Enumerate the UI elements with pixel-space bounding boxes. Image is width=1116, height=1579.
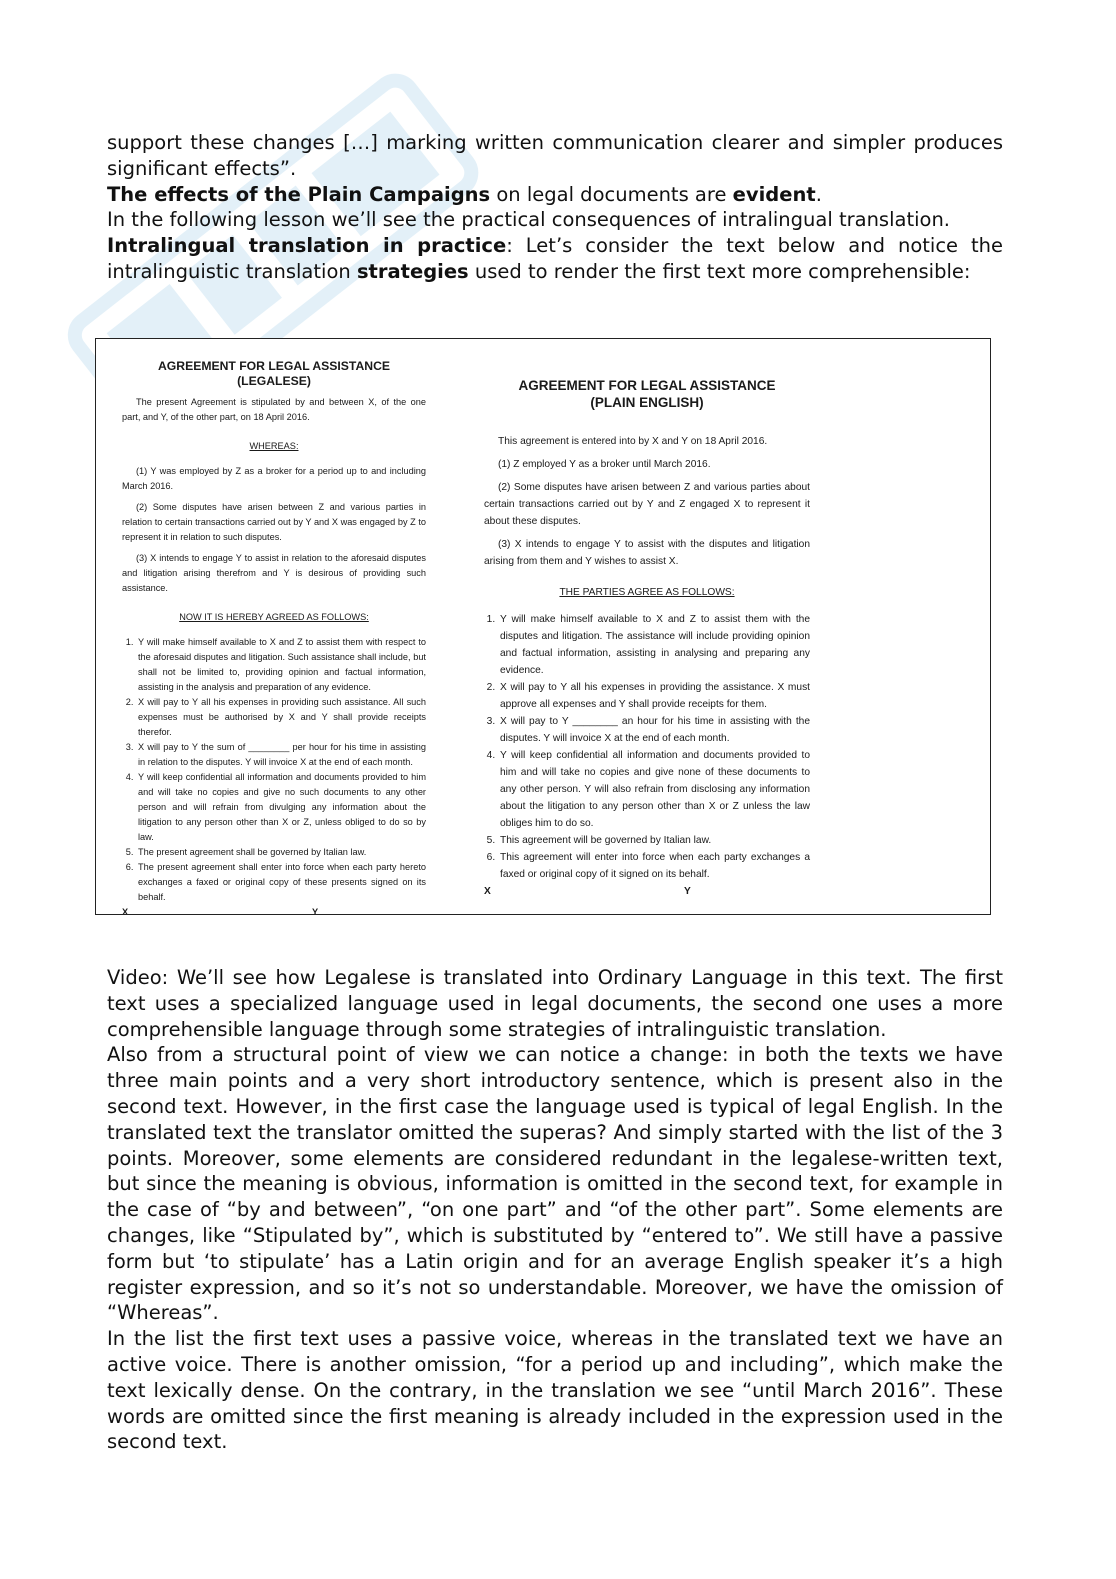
legalese-intro: The present Agreement is stipulated by and between X, of the one part, and Y, of the other part, on 18 April 2016. bbox=[122, 397, 426, 422]
legalese-recital-3: (3) X intends to engage Y to assist in relation to the aforesaid disputes and litigation arising therefrom and Y is desirous of providing such assistance. bbox=[122, 553, 426, 593]
paragraph-structure: Also from a structural point of view we can notice a change: in both the texts we have three main points and a very short introductory sentence, which is present also in the second text. However, in the first case the language used is typical of legal English. In the translated text the translator omitted the superas? And simply started with the list of the 3 points. Moreover, some elements are considered redundant in the legalese-written text, but since the meaning is obvious, information is omitted in the second text, for example in the case of “by and between”, “on one part” and “of the other part”. Some elements are changes, like “Stipulated by”, which is substituted by “entered to”. We still have a passive form but ‘to stipulate’ has a Latin origin and for an average English speaker it’s a high register expression, and so it’s not so understandable. Moreover, we have the omission of “Whereas”. bbox=[107, 1043, 1003, 1325]
bold-plain-campaigns: The effects of the Plain Campaigns bbox=[107, 182, 491, 206]
plain-signatures bbox=[484, 883, 810, 897]
bold-strategies: strategies bbox=[356, 259, 469, 283]
list-item: 4. Y will keep confidential all information and documents provided to him and will take no copies and give none of these documents to any other person. Y will also refrain from disclosing any information about the litigation to any person other than X or Z unless the law obliges him to do so. bbox=[498, 747, 810, 832]
paragraph-effects bbox=[107, 182, 1003, 208]
plain-intro: This agreement is entered into by X and Y on 18 April 2016. bbox=[498, 436, 768, 447]
signature-y: Y bbox=[684, 886, 691, 897]
plain-english-agreement bbox=[484, 339, 810, 897]
plain-recital-3: (3) X intends to engage Y to assist with the disputes and litigation arising from them and Y wishes to assist X. bbox=[484, 539, 810, 567]
list-item: 1. Y will make himself available to X and Z to assist them with the disputes and litigation. The assistance will include providing opinion and factual information, assisting in analysing and preparing any evidence. bbox=[498, 611, 810, 679]
signature-y: Y bbox=[312, 907, 319, 915]
list-item: 6. This agreement will enter into force when each party exchanges a faxed or original copy of it signed on its behalf. bbox=[498, 849, 810, 883]
plain-subtitle: (PLAIN ENGLISH) bbox=[590, 395, 704, 410]
signature-x: X bbox=[484, 886, 491, 897]
legalese-clauses bbox=[122, 635, 426, 905]
plain-clauses bbox=[484, 611, 810, 883]
plain-title: AGREEMENT FOR LEGAL ASSISTANCE bbox=[518, 378, 776, 393]
list-item: 3. X will pay to Y the sum of ________ per hour for his time in assisting in relation to the disputes. Y will invoice X at the end of each month. bbox=[136, 740, 426, 770]
text-span: . bbox=[815, 182, 822, 206]
text-span: : Let’s consider the text below and notice the intralinguistic translation bbox=[107, 234, 1004, 283]
paragraph-practice bbox=[107, 233, 1003, 285]
list-item: 6. The present agreement shall enter into force when each party hereto exchanges a faxed or original copy of these presents signed on its behalf. bbox=[136, 860, 426, 905]
list-item: 3. X will pay to Y ________ an hour for his time in assisting with the disputes. Y will invoice X at the end of each month. bbox=[498, 713, 810, 747]
commentary-text bbox=[107, 965, 1003, 1455]
scanned-agreement-image bbox=[95, 338, 991, 915]
paragraph-lesson: In the following lesson we’ll see the practical consequences of intralingual translation. bbox=[107, 208, 951, 232]
intro-text bbox=[107, 130, 1003, 285]
legalese-recital-2: (2) Some disputes have arisen between Z and various parties in relation to certain transactions carried out by Y and X was engaged by Z to represent it in relation to such disputes. bbox=[122, 502, 426, 542]
legalese-title: AGREEMENT FOR LEGAL ASSISTANCE bbox=[157, 359, 391, 373]
plain-recital-2: (2) Some disputes have arisen between Z and various parties about certain transactions carried out by Y and Z engaged X to represent it about these disputes. bbox=[484, 482, 810, 527]
legalese-signatures bbox=[122, 905, 426, 915]
list-item: 2. X will pay to Y all his expenses in providing such assistance. All such expenses must be authorised by X and Y shall provide receipts therefor. bbox=[136, 695, 426, 740]
signature-x: X bbox=[122, 907, 129, 915]
list-item: 1. Y will make himself available to X and Z to assist them with respect to the aforesaid disputes and litigation. Such assistance shall include, but shall not be limited to, providing opinion and factual information, assisting in the analysis and preparation of any evidence. bbox=[136, 635, 426, 695]
list-item: 2. X will pay to Y all his expenses in providing the assistance. X must approve all expenses and Y shall provide receipts for them. bbox=[498, 679, 810, 713]
paragraph-voice: In the list the first text uses a passive voice, whereas in the translated text we have an active voice. There is another omission, “for a period up and including”, which make the text lexically dense. On the contrary, in the translation we see “until March 2016”. These words are omitted since the first meaning is already included in the expression used in the second text. bbox=[107, 1327, 1003, 1454]
text-span: on legal documents are bbox=[490, 182, 733, 206]
plain-agreed-heading: THE PARTIES AGREE AS FOLLOWS: bbox=[559, 587, 735, 598]
plain-recital-1: (1) Z employed Y as a broker until March 2016. bbox=[498, 459, 711, 470]
bold-evident: evident bbox=[732, 182, 816, 206]
list-item: 5. This agreement will be governed by Italian law. bbox=[498, 832, 810, 849]
text-span: used to render the first text more comprehensible: bbox=[468, 259, 971, 283]
paragraph-video: Video: We’ll see how Legalese is translated into Ordinary Language in this text. The first text uses a specialized language used in legal documents, the second one uses a more comprehensible language through some strategies of intralinguistic translation. bbox=[107, 966, 1003, 1041]
paragraph-continuation: support these changes […] marking written communication clearer and simpler produces significant effects”. bbox=[107, 131, 1003, 180]
bold-intralingual: Intralingual translation in practice bbox=[107, 234, 507, 258]
legalese-agreement bbox=[122, 339, 426, 915]
legalese-recital-1: (1) Y was employed by Z as a broker for a period up to and including March 2016. bbox=[122, 466, 426, 491]
legalese-agreed-heading: NOW IT IS HEREBY AGREED AS FOLLOWS: bbox=[179, 612, 369, 622]
list-item: 5. The present agreement shall be governed by Italian law. bbox=[136, 845, 426, 860]
legalese-subtitle: (LEGALESE) bbox=[237, 374, 311, 388]
whereas-heading: WHEREAS: bbox=[249, 441, 299, 451]
list-item: 4. Y will keep confidential all information and documents provided to him and will take no copies and give no such documents to any other person and will refrain from divulging any information about the litigation to any person other than X or Z, unless obliged to do so by law. bbox=[136, 770, 426, 845]
